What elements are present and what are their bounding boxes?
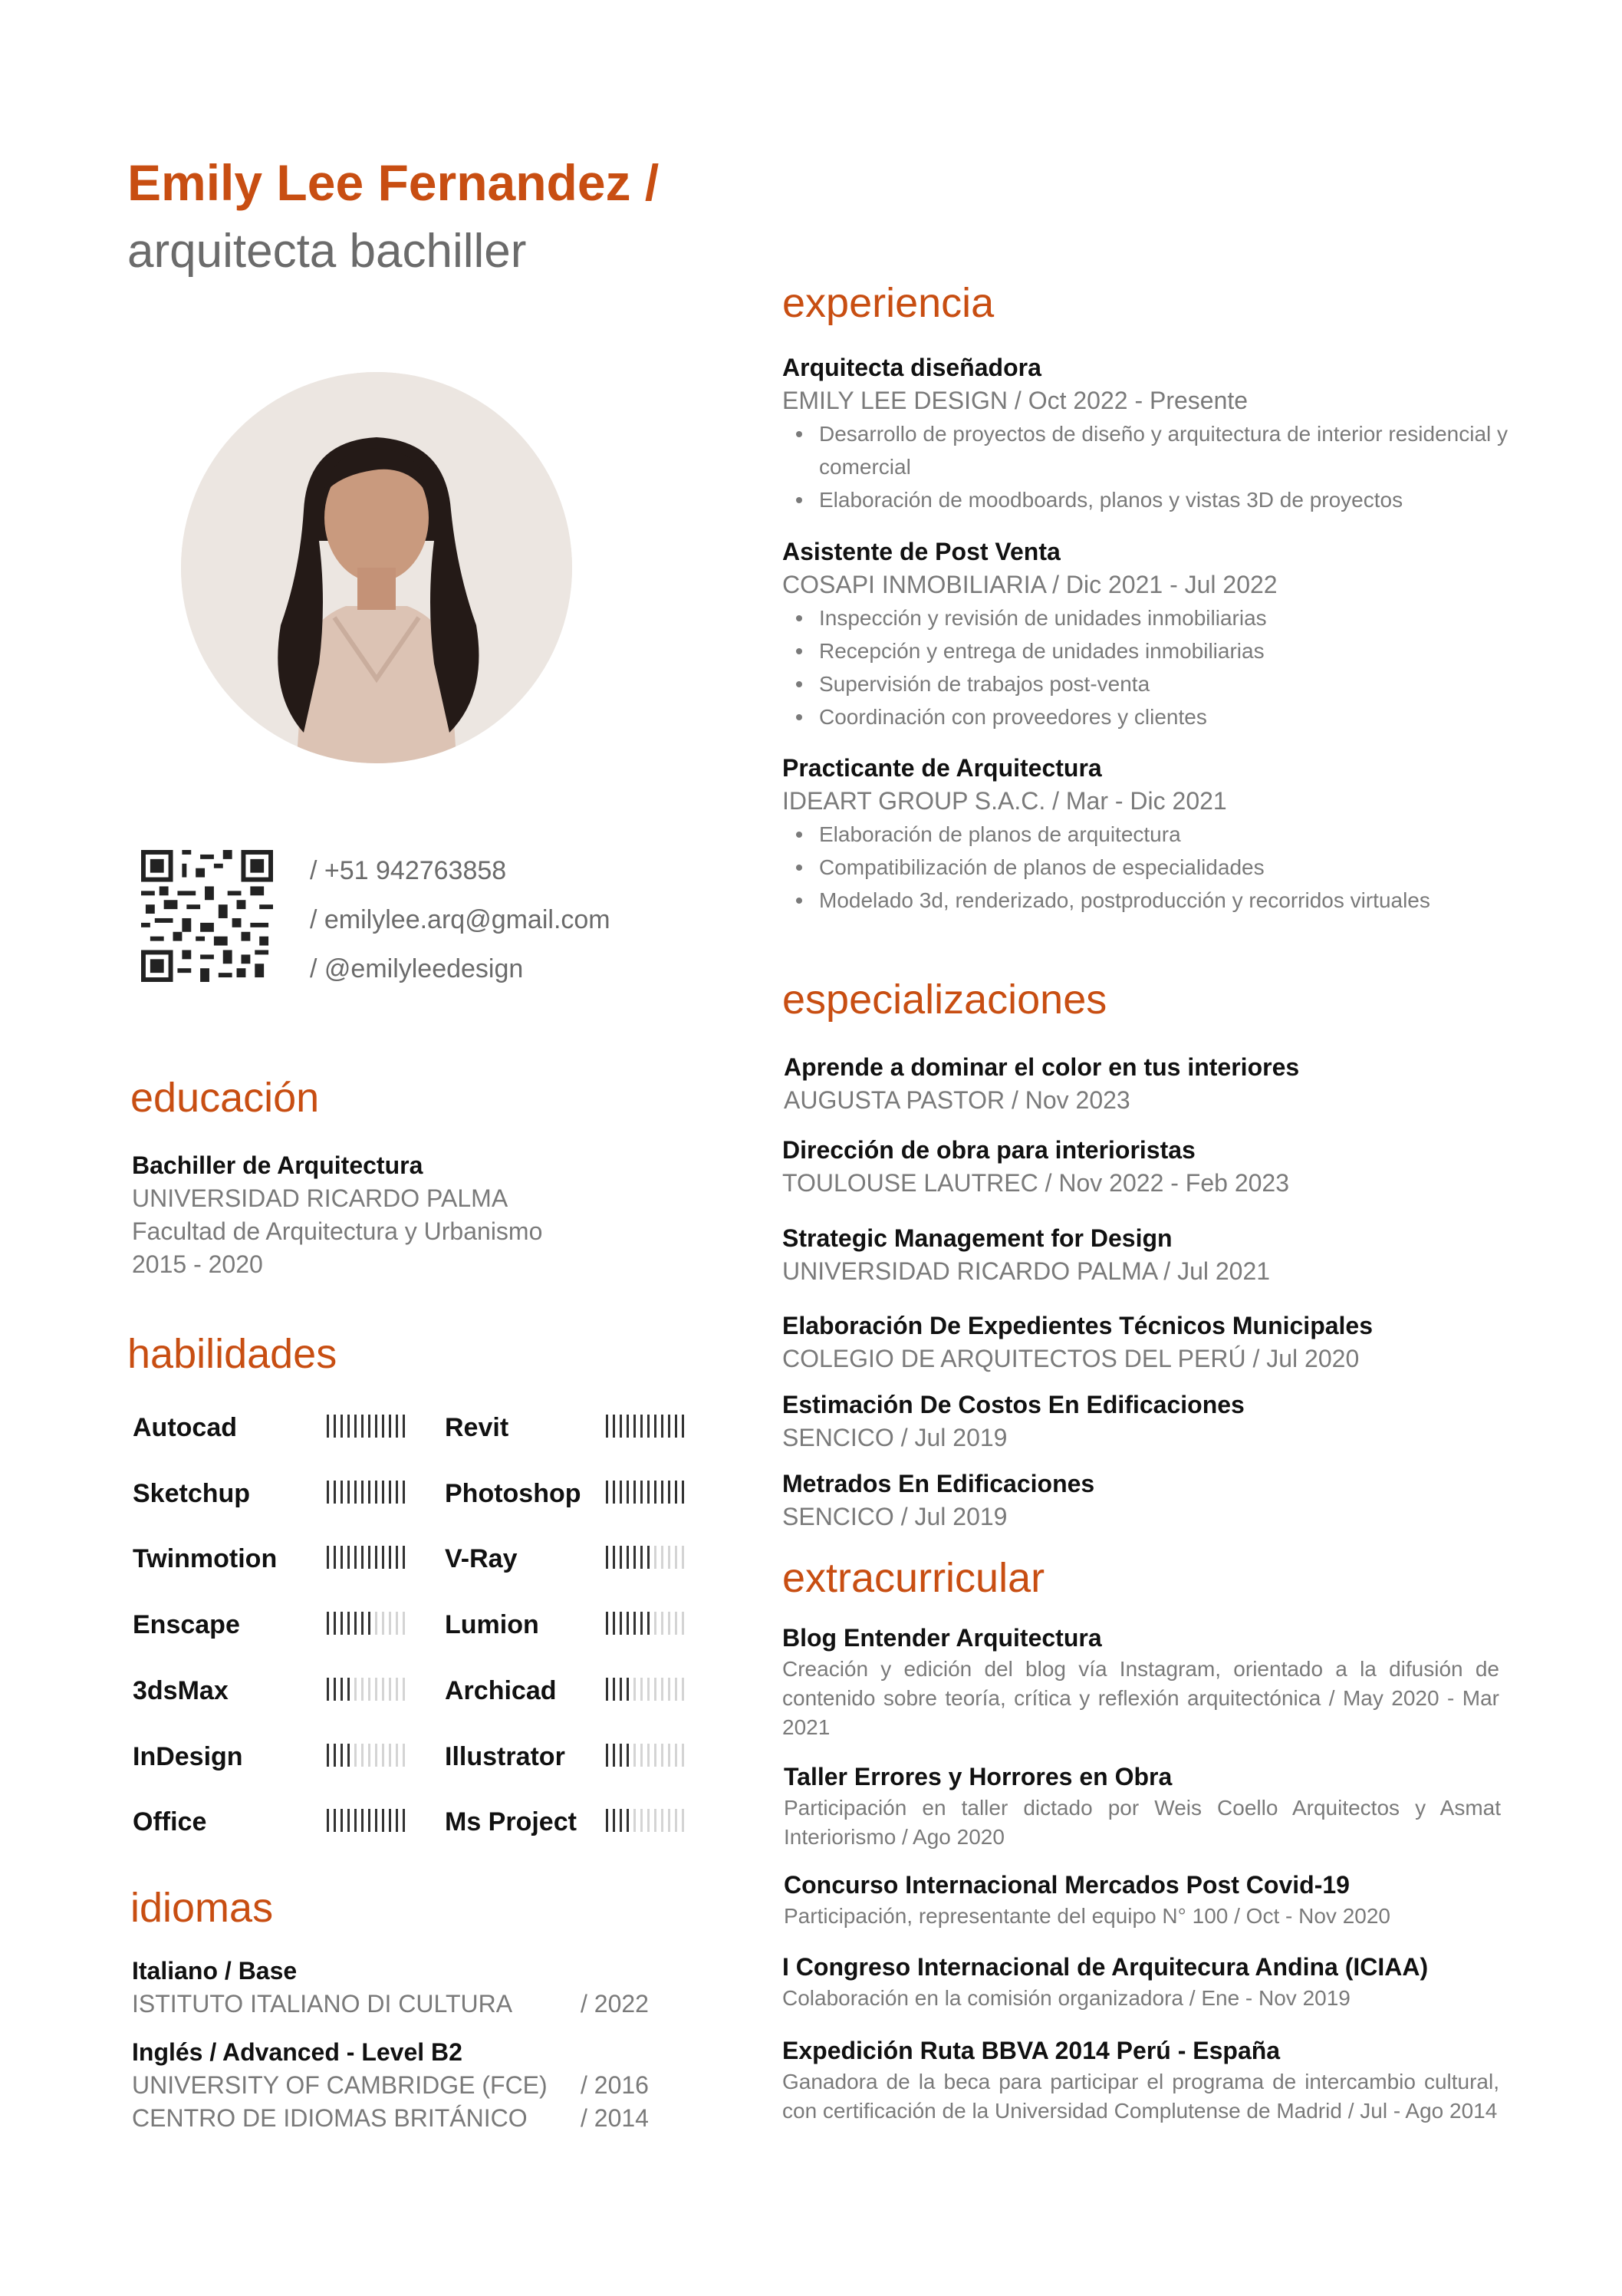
skill-bar-empty [654,1744,656,1767]
skill-bar-filled [361,1546,364,1569]
extracurricular-entry [782,2034,1499,2126]
experience-meta: EMILY LEE DESIGN / Oct 2022 - Presente [782,387,1249,414]
specializations-title: especializaciones [782,977,1107,1023]
skill-bar-filled [334,1809,336,1832]
skill-name: 3dsMax [133,1675,229,1705]
skill-bar-filled [334,1612,336,1635]
extracurricular-name: Expedición Ruta BBVA 2014 Perú - España [782,2037,1281,2064]
skill-bar-empty [661,1744,663,1767]
skill-bar-filled [606,1546,608,1569]
skill-bar-filled [668,1481,670,1504]
specialization-entry [784,1051,1299,1117]
skill-bar-filled [347,1481,350,1504]
skill-bar-empty [361,1744,364,1767]
skill-bar-empty [375,1744,377,1767]
skill-bar-filled [327,1546,329,1569]
skill-name: Autocad [133,1413,237,1442]
skill-bar-empty [403,1612,405,1635]
skill-bar-filled [403,1546,405,1569]
skill-level-bars [327,1744,405,1767]
languages-list [132,1955,684,2135]
skill-bar-empty [640,1678,643,1701]
skill-name: Enscape [133,1610,240,1640]
skill-level-bars [606,1744,684,1767]
specialization-name: Aprende a dominar el color en tus interiores [784,1053,1300,1081]
experience-bullet: Elaboración de planos de arquitectura [782,818,1511,851]
skill-level-bars [327,1481,405,1504]
skill-bar-filled [341,1415,343,1438]
skill-bar-filled [347,1546,350,1569]
skill-bar-empty [668,1809,670,1832]
specialization-entry [782,1134,1289,1200]
language-org: UNIVERSITY OF CAMBRIDGE (FCE) [132,2071,548,2099]
candidate-name: Emily Lee Fernandez / [127,154,660,211]
skill-level-bars [606,1809,684,1832]
skill-bar-filled [403,1415,405,1438]
specialization-name: Elaboración De Expedientes Técnicos Municipales [782,1312,1374,1339]
experience-entry [782,535,1511,733]
skill-bar-filled [361,1612,364,1635]
skill-bar-filled [606,1744,608,1767]
experience-bullet: Desarrollo de proyectos de diseño y arquitectura de interior residencial y comercial [782,417,1511,483]
skill-bar-filled [389,1809,391,1832]
skill-bar-filled [389,1546,391,1569]
skill-bar-filled [327,1481,329,1504]
skill-bar-filled [334,1744,336,1767]
skill-bar-filled [606,1612,608,1635]
language-line [132,1988,684,2021]
skill-name: Photoshop [445,1478,581,1508]
skill-bar-filled [354,1415,357,1438]
skill-bar-empty [396,1744,398,1767]
skill-bar-filled [354,1809,357,1832]
skill-bar-filled [620,1809,622,1832]
skill-bar-filled [627,1415,629,1438]
skill-bar-filled [334,1678,336,1701]
experience-bullet: Compatibilización de planos de especialidades [782,851,1511,884]
skill-level-bars [327,1546,405,1569]
skill-name: Lumion [445,1610,539,1640]
experience-bullet: Recepción y entrega de unidades inmobiliarias [782,634,1511,667]
experience-bullet: Supervisión de trabajos post-venta [782,667,1511,700]
skill-bar-empty [375,1612,377,1635]
person-portrait-icon [181,372,572,763]
skill-bar-filled [327,1612,329,1635]
specialization-entry [782,1222,1270,1288]
skill-bar-empty [668,1546,670,1569]
extracurricular-name: Concurso Internacional Mercados Post Covid-19 [784,1871,1350,1899]
skill-bar-empty [654,1546,656,1569]
education-faculty: Facultad de Arquitectura y Urbanismo [132,1217,543,1245]
skill-bar-filled [620,1744,622,1767]
skill-bar-empty [396,1612,398,1635]
skill-bar-empty [389,1678,391,1701]
language-org: CENTRO DE IDIOMAS BRITÁNICO [132,2104,528,2132]
experience-bullets [782,417,1511,516]
skill-bar-filled [396,1809,398,1832]
extracurricular-desc: Ganadora de la beca para participar el programa de intercambio cultural, con certificación de la Universidad Complutense de Madrid / Jul - Ago 2014 [782,2070,1499,2123]
skill-name: Revit [445,1413,509,1442]
skill-bar-filled [613,1678,615,1701]
skill-bar-filled [327,1744,329,1767]
experience-meta: IDEART GROUP S.A.C. / Mar - Dic 2021 [782,787,1227,815]
skill-level-bars [327,1612,405,1635]
skill-bar-filled [682,1415,684,1438]
skill-bar-empty [403,1678,405,1701]
skill-bar-filled [627,1744,629,1767]
extracurricular-name: Taller Errores y Horrores en Obra [784,1763,1173,1790]
specialization-name: Strategic Management for Design [782,1224,1173,1252]
skill-bar-empty [675,1678,677,1701]
skill-bar-filled [341,1612,343,1635]
skills-title: habilidades [127,1331,337,1377]
skill-bar-filled [633,1546,636,1569]
qr-code [141,850,273,982]
extracurricular-entry [782,1951,1499,2013]
skill-level-bars [606,1546,684,1569]
specialization-entry [782,1388,1245,1454]
skill-bar-filled [382,1546,384,1569]
skill-bar-empty [682,1678,684,1701]
skill-bar-filled [403,1481,405,1504]
skill-bar-empty [368,1678,370,1701]
skill-level-bars [606,1612,684,1635]
language-year: / 2016 [581,2071,649,2099]
skill-bar-empty [654,1612,656,1635]
skill-bar-filled [354,1546,357,1569]
skill-bar-filled [347,1612,350,1635]
skill-bar-filled [375,1415,377,1438]
skill-bar-filled [627,1481,629,1504]
skill-level-bars [327,1678,405,1701]
skill-bar-filled [327,1415,329,1438]
skill-bar-filled [640,1612,643,1635]
extracurricular-desc: Participación en taller dictado por Weis Coello Arquitectos y Asmat Interiorismo / Ago 2020 [784,1796,1501,1849]
skill-bar-filled [361,1415,364,1438]
skill-bar-filled [327,1678,329,1701]
skill-bar-empty [647,1744,650,1767]
skill-bar-filled [341,1744,343,1767]
skill-bar-filled [661,1481,663,1504]
language-entry [132,2036,684,2135]
skill-bar-filled [375,1546,377,1569]
skill-bar-filled [396,1546,398,1569]
skill-bar-empty [633,1809,636,1832]
skill-bar-empty [668,1612,670,1635]
skill-bar-empty [668,1744,670,1767]
skill-bar-filled [668,1415,670,1438]
skill-bar-empty [661,1612,663,1635]
skill-bar-filled [633,1481,636,1504]
specialization-name: Dirección de obra para interioristas [782,1136,1196,1164]
skill-bar-empty [382,1678,384,1701]
education-school: UNIVERSIDAD RICARDO PALMA [132,1184,508,1212]
skill-bar-filled [354,1481,357,1504]
skill-bar-empty [675,1809,677,1832]
experience-title: experiencia [782,280,995,326]
specialization-name: Estimación De Costos En Edificaciones [782,1391,1245,1418]
skill-bar-filled [375,1809,377,1832]
extracurricular-entry [782,1622,1499,1742]
skill-bar-empty [682,1744,684,1767]
skill-bar-empty [675,1546,677,1569]
extracurricular-title: extracurricular [782,1555,1045,1601]
extracurricular-desc: Creación y edición del blog vía Instagram, orientado a la difusión de contenido sobre teoría, crítica y reflexión arquitectónica / May 2020 - Mar 2021 [782,1657,1499,1739]
skill-bar-filled [368,1612,370,1635]
experience-meta: COSAPI INMOBILIARIA / Dic 2021 - Jul 2022 [782,571,1278,598]
skill-bar-filled [613,1612,615,1635]
language-entry [132,1955,684,2021]
skill-bar-filled [396,1481,398,1504]
skill-bar-filled [382,1415,384,1438]
skill-bar-filled [633,1415,636,1438]
skills-grid [133,1413,708,1858]
experience-bullet: Inspección y revisión de unidades inmobiliarias [782,601,1511,634]
skill-bar-empty [661,1809,663,1832]
skill-bar-filled [347,1678,350,1701]
skill-bar-empty [633,1744,636,1767]
skill-bar-empty [675,1612,677,1635]
skill-bar-filled [389,1481,391,1504]
skill-bar-filled [654,1415,656,1438]
language-year: / 2014 [581,2104,649,2132]
education-years: 2015 - 2020 [132,1250,263,1278]
skill-bar-empty [361,1678,364,1701]
skill-bar-empty [389,1744,391,1767]
skill-level-bars [327,1809,405,1832]
skill-bar-filled [682,1481,684,1504]
skill-level-bars [606,1678,684,1701]
skill-bar-filled [341,1678,343,1701]
skill-bar-empty [633,1678,636,1701]
specialization-meta: TOULOUSE LAUTREC / Nov 2022 - Feb 2023 [782,1169,1290,1197]
qr-code-icon [141,850,273,982]
skill-bar-filled [347,1415,350,1438]
skill-bar-filled [627,1678,629,1701]
extracurricular-entry [784,1761,1501,1852]
skill-bar-filled [361,1481,364,1504]
skill-name: V-Ray [445,1544,518,1574]
skill-bar-filled [613,1481,615,1504]
skill-bar-filled [627,1546,629,1569]
experience-bullet: Modelado 3d, renderizado, postproducción y recorridos virtuales [782,884,1511,917]
skill-name: Ms Project [445,1807,577,1837]
skill-bar-filled [640,1546,643,1569]
skill-bar-filled [661,1415,663,1438]
experience-role: Asistente de Post Venta [782,538,1061,565]
specialization-meta: SENCICO / Jul 2019 [782,1424,1008,1451]
skill-bar-empty [654,1809,656,1832]
extracurricular-entry [784,1869,1501,1931]
skill-bar-empty [389,1612,391,1635]
specialization-entry [782,1309,1373,1375]
contact-phone[interactable]: / +51 942763858 [310,856,507,885]
skill-bar-empty [375,1678,377,1701]
skill-bar-empty [354,1678,357,1701]
skill-bar-filled [640,1481,643,1504]
skill-bar-filled [675,1415,677,1438]
skill-bar-empty [647,1809,650,1832]
skill-bar-filled [389,1415,391,1438]
skill-name: Office [133,1807,207,1837]
skill-level-bars [606,1415,684,1438]
skill-bar-filled [382,1481,384,1504]
skill-bar-filled [341,1809,343,1832]
experience-bullet: Coordinación con proveedores y clientes [782,700,1511,733]
skill-bar-filled [403,1809,405,1832]
skill-bar-filled [382,1809,384,1832]
skill-bar-filled [368,1546,370,1569]
skill-name: Archicad [445,1675,557,1705]
skill-bar-filled [347,1744,350,1767]
skill-bar-filled [613,1415,615,1438]
skill-bar-filled [647,1546,650,1569]
extracurricular-name: I Congreso Internacional de Arquitecura Andina (ICIAA) [782,1953,1429,1981]
extracurricular-name: Blog Entender Arquitectura [782,1624,1102,1652]
skill-bar-filled [620,1481,622,1504]
skill-bar-filled [675,1481,677,1504]
skill-bar-filled [375,1481,377,1504]
skill-bar-filled [368,1481,370,1504]
language-line [132,2102,684,2135]
skill-bar-empty [661,1678,663,1701]
candidate-title: arquitecta bachiller [127,225,527,278]
skill-bar-filled [647,1415,650,1438]
skill-bar-filled [334,1481,336,1504]
skill-bar-filled [640,1415,643,1438]
skill-bar-filled [396,1415,398,1438]
skill-bar-filled [347,1809,350,1832]
skill-bar-filled [620,1546,622,1569]
skill-bar-empty [675,1744,677,1767]
skill-bar-filled [341,1481,343,1504]
skill-bar-filled [606,1481,608,1504]
skill-level-bars [606,1481,684,1504]
language-heading: Inglés / Advanced - Level B2 [132,2038,462,2066]
contact-social[interactable]: / @emilyleedesign [310,954,524,983]
skill-bar-filled [341,1546,343,1569]
skill-bar-empty [654,1678,656,1701]
skill-bar-empty [661,1546,663,1569]
skill-bar-empty [396,1678,398,1701]
specialization-meta: COLEGIO DE ARQUITECTOS DEL PERÚ / Jul 2020 [782,1345,1360,1372]
skill-bar-empty [640,1744,643,1767]
experience-bullet: Elaboración de moodboards, planos y vistas 3D de proyectos [782,483,1511,516]
skill-bar-filled [361,1809,364,1832]
languages-title: idiomas [130,1885,274,1931]
skill-bar-filled [633,1612,636,1635]
skill-bar-filled [606,1678,608,1701]
specialization-entry [782,1468,1094,1533]
experience-role: Practicante de Arquitectura [782,754,1102,782]
specialization-meta: UNIVERSIDAD RICARDO PALMA / Jul 2021 [782,1257,1271,1285]
experience-entry [782,752,1511,917]
skill-bar-filled [354,1612,357,1635]
skill-bar-filled [327,1809,329,1832]
specialization-name: Metrados En Edificaciones [782,1470,1095,1497]
skill-bar-empty [368,1744,370,1767]
skill-bar-filled [368,1415,370,1438]
language-line [132,2069,684,2102]
skill-bar-filled [620,1678,622,1701]
experience-role: Arquitecta diseñadora [782,354,1041,381]
specialization-meta: AUGUSTA PASTOR / Nov 2023 [784,1086,1130,1114]
skill-bar-filled [654,1481,656,1504]
skill-bar-empty [668,1678,670,1701]
profile-photo [181,372,572,763]
skill-name: InDesign [133,1741,243,1771]
skill-bar-empty [682,1612,684,1635]
education-degree: Bachiller de Arquitectura [132,1151,423,1179]
skill-bar-empty [382,1612,384,1635]
language-heading: Italiano / Base [132,1957,298,1985]
skill-bar-empty [640,1809,643,1832]
skill-bar-filled [647,1481,650,1504]
skill-bar-filled [606,1809,608,1832]
experience-bullets [782,818,1511,917]
skill-bar-filled [627,1809,629,1832]
skill-bar-empty [682,1546,684,1569]
skill-bar-empty [382,1744,384,1767]
language-org: ISTITUTO ITALIANO DI CULTURA [132,1990,513,2018]
contact-email[interactable]: / emilylee.arq@gmail.com [310,905,610,934]
skill-bar-filled [613,1546,615,1569]
skill-name: Twinmotion [133,1544,278,1574]
skill-bar-filled [627,1612,629,1635]
skill-bar-filled [613,1744,615,1767]
experience-entry [782,351,1511,516]
skill-name: Sketchup [133,1478,251,1508]
skill-bar-empty [682,1809,684,1832]
skill-bar-filled [334,1415,336,1438]
language-year: / 2022 [581,1990,649,2018]
skill-bar-filled [368,1809,370,1832]
skill-bar-empty [647,1678,650,1701]
skill-level-bars [327,1415,405,1438]
skill-bar-filled [613,1809,615,1832]
skill-bar-filled [606,1415,608,1438]
education-entry [132,1149,542,1281]
extracurricular-desc: Colaboración en la comisión organizadora / Ene - Nov 2019 [782,1986,1351,2010]
skill-bar-empty [403,1744,405,1767]
experience-bullets [782,601,1511,733]
skill-name: Illustrator [445,1741,565,1771]
specialization-meta: SENCICO / Jul 2019 [782,1503,1008,1530]
extracurricular-desc: Participación, representante del equipo N° 100 / Oct - Nov 2020 [784,1904,1390,1928]
skill-bar-filled [620,1612,622,1635]
skill-bar-filled [334,1546,336,1569]
skill-bar-filled [647,1612,650,1635]
skill-bar-empty [354,1744,357,1767]
skill-bar-filled [620,1415,622,1438]
education-title: educación [130,1075,320,1121]
